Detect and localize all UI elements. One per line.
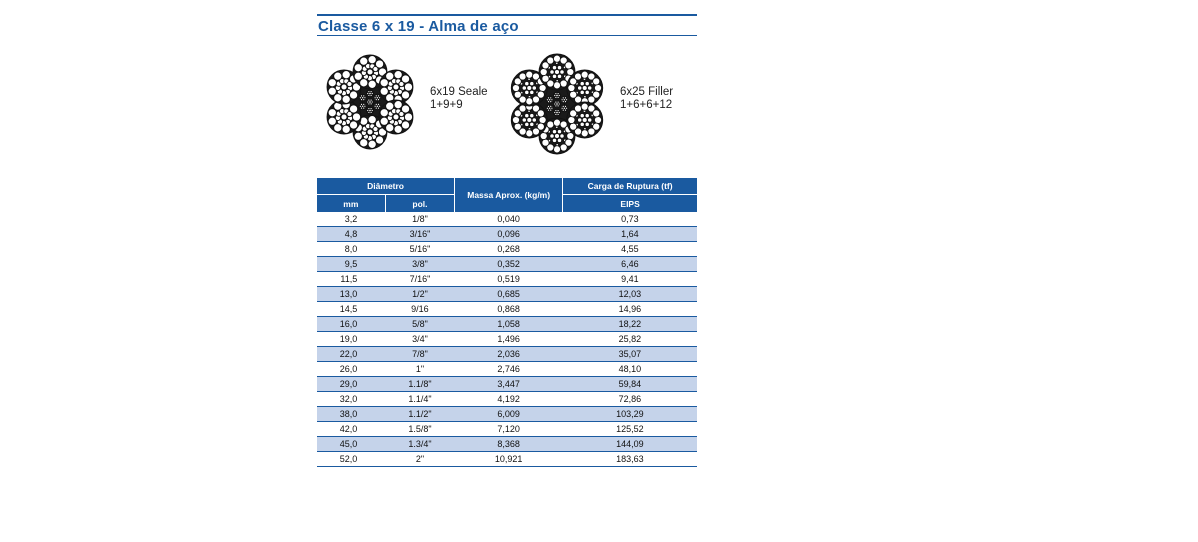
table-row	[317, 347, 697, 362]
cell-eips: 4,55	[563, 242, 697, 257]
cell-mm: 9,5	[317, 257, 385, 272]
cell-eips: 125,52	[563, 422, 697, 437]
cell-eips: 6,46	[563, 257, 697, 272]
table-row	[317, 242, 697, 257]
table-row	[317, 227, 697, 242]
table-row	[317, 452, 697, 467]
cell-eips: 0,73	[563, 212, 697, 227]
cell-massa: 6,009	[455, 407, 563, 422]
cell-massa: 0,685	[455, 287, 563, 302]
table-row	[317, 257, 697, 272]
cell-eips: 25,82	[563, 332, 697, 347]
cell-pol: 1.1/4"	[385, 392, 454, 407]
cell-massa: 7,120	[455, 422, 563, 437]
cell-mm: 52,0	[317, 452, 385, 467]
table-row	[317, 362, 697, 377]
cell-pol: 1"	[385, 362, 454, 377]
table-row	[317, 272, 697, 287]
cell-eips: 48,10	[563, 362, 697, 377]
cell-mm: 26,0	[317, 362, 385, 377]
cell-pol: 1.1/2"	[385, 407, 454, 422]
cell-massa: 3,447	[455, 377, 563, 392]
cell-pol: 1.5/8"	[385, 422, 454, 437]
cell-massa: 1,058	[455, 317, 563, 332]
table-row	[317, 212, 697, 227]
cell-pol: 7/8"	[385, 347, 454, 362]
cell-massa: 2,036	[455, 347, 563, 362]
cell-pol: 2"	[385, 452, 454, 467]
cell-pol: 3/8"	[385, 257, 454, 272]
header-pol: pol.	[385, 195, 454, 213]
table-row	[317, 332, 697, 347]
cell-mm: 3,2	[317, 212, 385, 227]
cell-mm: 29,0	[317, 377, 385, 392]
cell-pol: 9/16	[385, 302, 454, 317]
cell-massa: 4,192	[455, 392, 563, 407]
cell-pol: 5/8"	[385, 317, 454, 332]
cell-eips: 144,09	[563, 437, 697, 452]
rope-formula-seale: 1+9+9	[430, 99, 463, 111]
cell-massa: 0,040	[455, 212, 563, 227]
table-row	[317, 287, 697, 302]
cell-mm: 22,0	[317, 347, 385, 362]
cell-pol: 7/16"	[385, 272, 454, 287]
cell-massa: 0,519	[455, 272, 563, 287]
cell-massa: 0,268	[455, 242, 563, 257]
cell-eips: 59,84	[563, 377, 697, 392]
rope-caption-filler	[620, 86, 673, 112]
cell-mm: 45,0	[317, 437, 385, 452]
cell-mm: 16,0	[317, 317, 385, 332]
cell-mm: 13,0	[317, 287, 385, 302]
wire-rope-6x25-filler-icon	[507, 50, 607, 158]
cell-mm: 42,0	[317, 422, 385, 437]
cell-eips: 103,29	[563, 407, 697, 422]
cell-eips: 1,64	[563, 227, 697, 242]
cell-eips: 72,86	[563, 392, 697, 407]
header-massa: Massa Aprox. (kg/m)	[455, 178, 563, 212]
rope-caption-seale	[430, 86, 488, 112]
cell-mm: 19,0	[317, 332, 385, 347]
cell-mm: 11,5	[317, 272, 385, 287]
section-title-bar	[317, 14, 697, 36]
rope-name-seale: 6x19 Seale	[430, 86, 488, 98]
header-carga: Carga de Ruptura (tf)	[563, 178, 697, 195]
table-row	[317, 317, 697, 332]
cell-massa: 1,496	[455, 332, 563, 347]
table-row	[317, 407, 697, 422]
cell-mm: 38,0	[317, 407, 385, 422]
rope-formula-filler: 1+6+6+12	[620, 99, 673, 111]
cell-eips: 183,63	[563, 452, 697, 467]
cell-mm: 4,8	[317, 227, 385, 242]
cell-eips: 35,07	[563, 347, 697, 362]
table-row	[317, 392, 697, 407]
wire-rope-6x19-seale-icon	[322, 50, 418, 154]
cell-pol: 5/16"	[385, 242, 454, 257]
header-diametro: Diâmetro	[317, 178, 455, 195]
cell-pol: 3/16"	[385, 227, 454, 242]
rope-spec-table	[317, 178, 697, 467]
cell-eips: 12,03	[563, 287, 697, 302]
cell-eips: 9,41	[563, 272, 697, 287]
cell-mm: 32,0	[317, 392, 385, 407]
cell-massa: 2,746	[455, 362, 563, 377]
header-mm: mm	[317, 195, 385, 213]
cell-eips: 18,22	[563, 317, 697, 332]
table-body	[317, 212, 697, 467]
cell-massa: 0,352	[455, 257, 563, 272]
cell-massa: 0,096	[455, 227, 563, 242]
cell-pol: 3/4"	[385, 332, 454, 347]
rope-name-filler: 6x25 Filler	[620, 86, 674, 98]
cell-eips: 14,96	[563, 302, 697, 317]
table-row	[317, 437, 697, 452]
cell-pol: 1.3/4"	[385, 437, 454, 452]
header-eips: EIPS	[563, 195, 697, 213]
table-row	[317, 422, 697, 437]
cell-pol: 1/2"	[385, 287, 454, 302]
table-row	[317, 377, 697, 392]
cell-pol: 1.1/8"	[385, 377, 454, 392]
cell-mm: 14,5	[317, 302, 385, 317]
cell-massa: 8,368	[455, 437, 563, 452]
cell-massa: 0,868	[455, 302, 563, 317]
cell-mm: 8,0	[317, 242, 385, 257]
table-row	[317, 302, 697, 317]
cell-pol: 1/8"	[385, 212, 454, 227]
section-title: Classe 6 x 19 - Alma de aço	[318, 18, 519, 35]
cell-massa: 10,921	[455, 452, 563, 467]
